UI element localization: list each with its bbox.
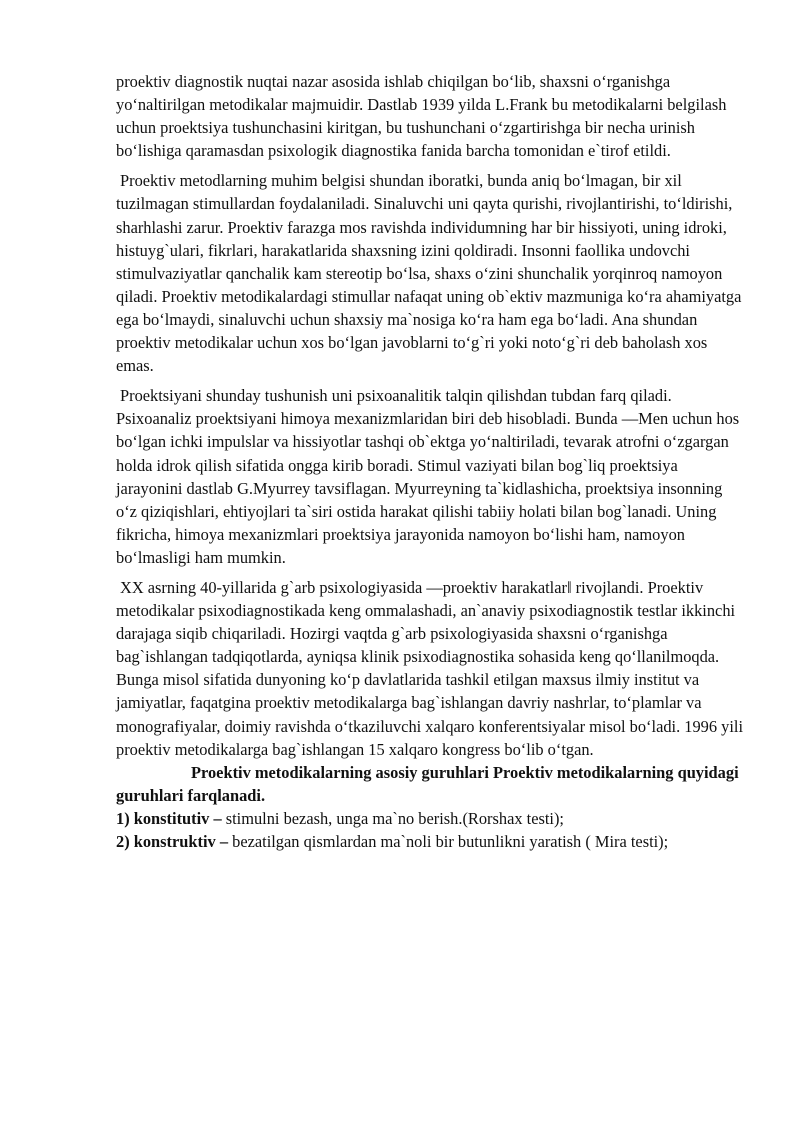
section-heading: Proektiv metodikalarning asosiy guruhlari Proektiv metodikalarning quyidagi guruhlari farqlanadi. [116,762,739,805]
paragraph-1: proektiv diagnostik nuqtai nazar asosida ishlab chiqilgan bo‘lib, shaxsni o‘rganishga yo‘naltirilgan metodikalar majmuidir. Dastlab 1939 yilda L.Frank bu metodikalarni belgilash uchun proektsiya tushunchasini kiritgan, bu tushunchani o‘zgartirishga bir necha urinish bo‘lishiga qaramasdan psixologik diagnostika fanida barcha tomonidan e`tirof etildi. [116,72,727,161]
paragraph-3: Proektsiyani shunday tushunish uni psixoanalitik talqin qilishdan tubdan farq qiladi. Psixoanaliz proektsiyani himoya mexanizmlaridan biri deb hisobladi. Bunda ―Men uchun hos bo‘lgan ichki impulslar va hissiyotlar tashqi ob`ektga yo‘naltiriladi, tevarak atrofni o‘zgargan holda idrok qilish sifatida ongga kirib boradi. Stimul vaziyati bilan bog`liq proektsiya jarayonini dastlab G.Myurrey tavsiflagan. Myurreyning ta`kidlashicha, proektsiya insonning o‘z qiziqishlari, ehtiyojlari ta`siri ostida harakat qilishi tabiiy holati bilan bog`lanadi. Uning fikricha, himoya mexanizmlari proektsiya jarayonida namoyon bo‘lishi ham, namoyon bo‘lmasligi ham mumkin. [116,386,740,567]
list-item-term: 1) konstitutiv – [116,808,222,828]
list-item-term: 2) konstruktiv – [116,832,229,851]
list-item-konstitutiv [116,807,746,830]
document-page [116,70,746,853]
list-item-text: bezatilgan qismlardan ma`noli bir butunlikni yaratish ( Mira testi); [228,832,669,851]
list-item-text: stimulni bezash, unga ma`no berish.(Rorshax testi); [221,808,564,828]
paragraph-4: XX asrning 40-yillarida g`arb psixologiyasida ―proektiv harakatlar‖ rivojlandi. Proektiv metodikalar psixodiagnostikada keng ommalashadi, an`anaviy psixodiagnostik testlar ikkinchi darajaga siqib chiqariladi. Hozirgi vaqtda g`arb psixologiyasida shaxsni o‘rganishga bag`ishlangan tadqiqotlarda, ayniqsa klinik psixodiagnostika sohasida keng qo‘llanilmoqda. Bunga misol sifatida dunyoning ko‘p davlatlarida tashkil etilgan maxsus ilmiy institut va jamiyatlar, faqatgina proektiv metodikalarga bag`ishlangan davriy nashrlar, to‘plamlar va monografiyalar, doimiy ravishda o‘tkaziluvchi xalqaro konferentsiyalar misol bo‘ladi. 1996 yili proektiv metodikalarga bag`ishlangan 15 xalqaro kongress bo‘lib o‘tgan. [116,577,744,759]
paragraph-2: Proektiv metodlarning muhim belgisi shundan iboratki, bunda aniq bo‘lmagan, bir xil tuzilmagan stimullardan foydalaniladi. Sinaluvchi uni qayta qurishi, rivojlantirishi, to‘ldirishi, sharhlashi zarur. Proektiv farazga mos ravishda individumning har bir hissiyoti, uning idroki, histuyg`ulari, fikrlari, harakatlarida shaxsning izini qoldiradi. Insonni faollika undovchi stimulvaziyatlar qanchalik kam stereotip bo‘lsa, shaxs o‘zini shunchalik yorqinroq namoyon qiladi. Proektiv metodikalardagi stimullar nafaqat uning ob`ektiv mazmuniga ko‘ra ahamiyatga ega bo‘lmaydi, sinaluvchi uchun shaxsiy ma`nosiga ko‘ra ham ega bo‘ladi. Ana shundan proektiv metodikalar uchun xos bo‘lgan javoblarni to‘g`ri yoki noto‘g`ri deb baholash xos emas. [116,171,742,376]
list-item-konstruktiv [116,830,746,853]
